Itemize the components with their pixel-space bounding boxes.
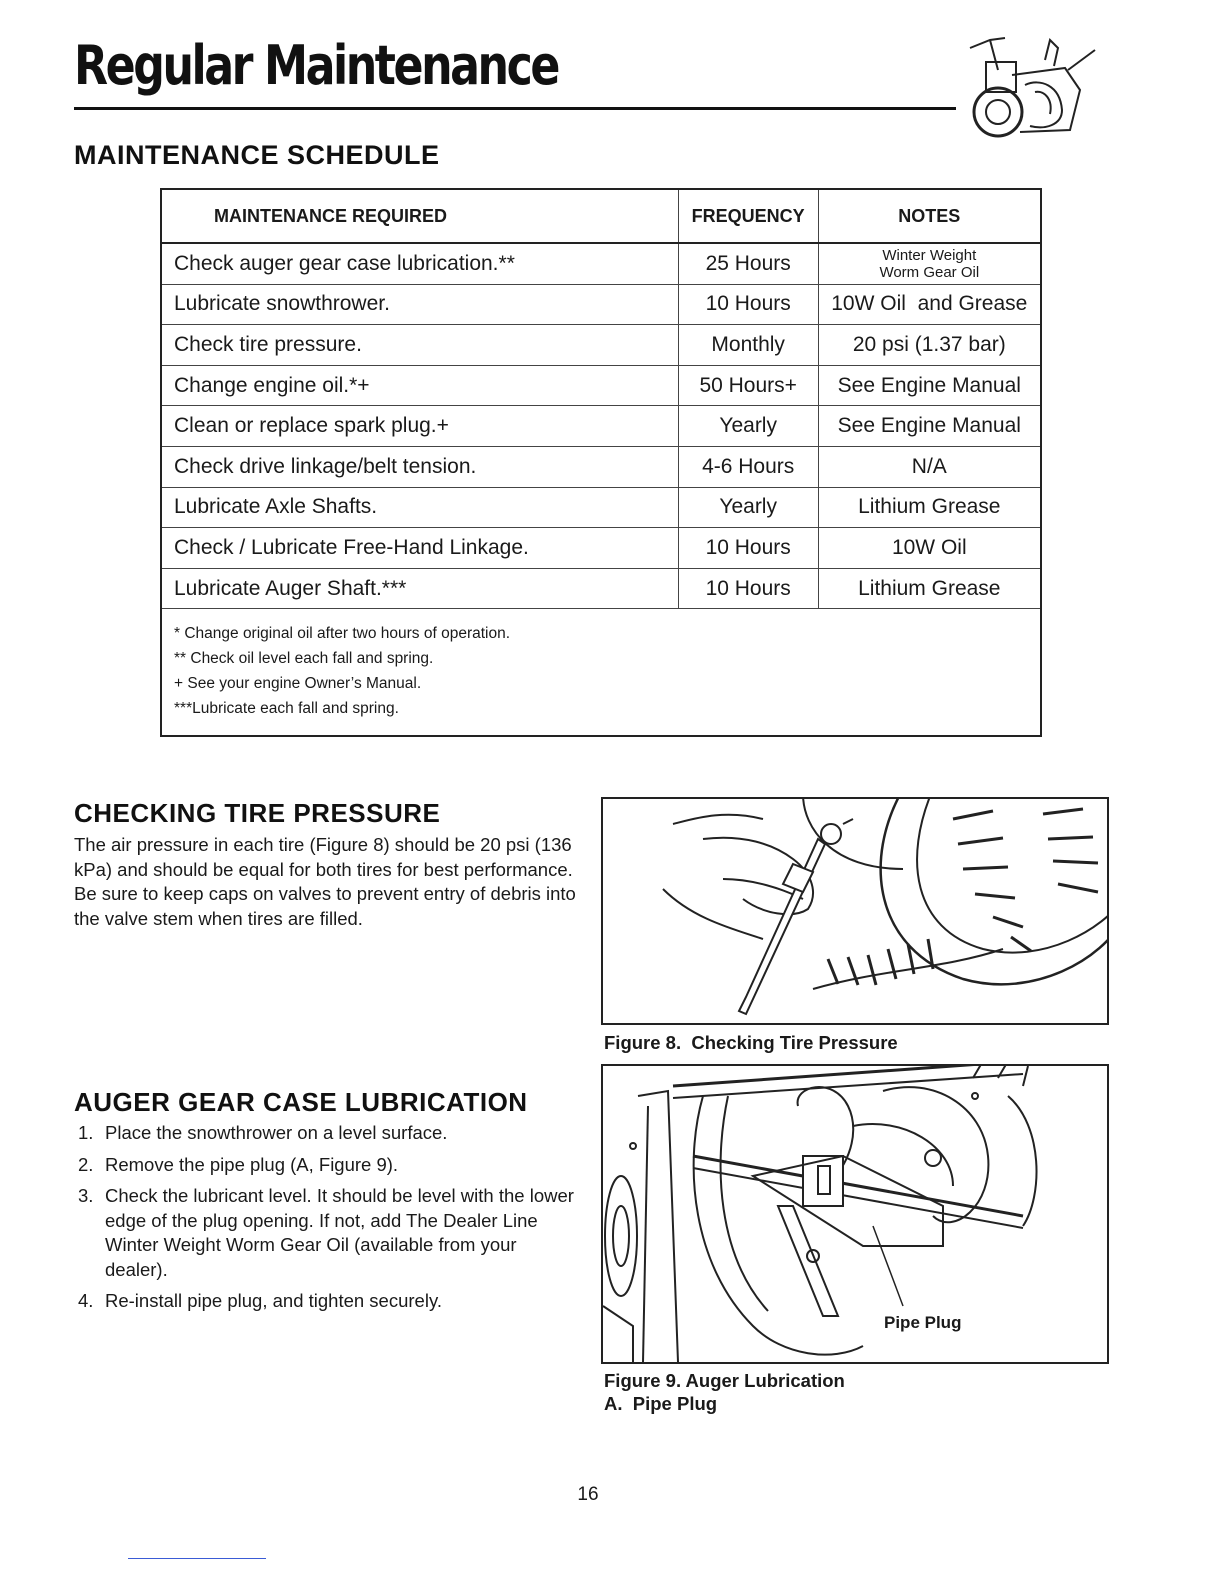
page-title: Regular Maintenance [74,34,558,97]
footnote: ***Lubricate each fall and spring. [174,700,399,718]
table-row [161,487,1041,528]
footnotes-row [161,609,1041,737]
frequency-cell: 25 Hours [678,243,818,284]
step-text: Remove the pipe plug (A, Figure 9). [105,1153,399,1175]
notes-cell: 10W Oil and Grease [818,284,1041,325]
notes-line: Winter Weight [882,246,977,264]
table-row [161,446,1041,487]
auger-lubrication-heading: AUGER GEAR CASE LUBRICATION [74,1087,528,1117]
snowthrower-illustration [950,30,1100,148]
table-header-row [161,189,1041,243]
column-header-notes: NOTES [818,189,1041,243]
figure-9-auger-lubrication [601,1064,1109,1364]
column-header-frequency: FREQUENCY [678,189,818,243]
auger-steps-list [74,1121,574,1321]
frequency-cell: 10 Hours [678,528,818,569]
table-row [161,568,1041,609]
frequency-cell: Monthly [678,325,818,366]
notes-line: Worm Gear Oil [879,263,980,281]
notes-cell: See Engine Manual [818,365,1041,406]
frequency-cell: 10 Hours [678,568,818,609]
step-number: 1. [78,1122,94,1143]
table-row [161,406,1041,447]
step-number: 3. [78,1185,94,1206]
task-cell: Lubricate Axle Shafts. [161,487,678,528]
maintenance-schedule-table [160,188,1042,737]
task-cell: Check auger gear case lubrication.** [161,243,678,284]
step-text: Re-install pipe plug, and tighten securely. [105,1290,442,1311]
maintenance-schedule-heading: MAINTENANCE SCHEDULE [74,140,440,170]
column-header-maintenance: MAINTENANCE REQUIRED [161,189,678,243]
auger-gearcase-illustration [603,1066,1107,1362]
task-cell: Check tire pressure. [161,325,678,366]
table-row [161,243,1041,284]
frequency-cell: Yearly [678,487,818,528]
list-item [74,1153,574,1178]
frequency-cell: 4-6 Hours [678,446,818,487]
step-text: Check the lubricant level. It should be level with the lower edge of the plug opening. If not, add The Dealer Line Winter Weight Worm Gear Oil (available from your dealer). [105,1185,574,1280]
step-number: 2. [78,1153,94,1175]
tire-gauge-illustration [603,799,1107,1023]
notes-cell: Lithium Grease [818,487,1041,528]
tire-pressure-heading: CHECKING TIRE PRESSURE [74,798,441,828]
task-cell: Check / Lubricate Free-Hand Linkage. [161,528,678,569]
notes-cell: 10W Oil [818,528,1041,569]
frequency-cell: 50 Hours+ [678,365,818,406]
table-row [161,365,1041,406]
frequency-cell: 10 Hours [678,284,818,325]
notes-cell: See Engine Manual [818,406,1041,447]
table-row [161,284,1041,325]
notes-cell: 20 psi (1.37 bar) [818,325,1041,366]
footnote: * Change original oil after two hours of operation. [174,625,511,643]
table-row [161,528,1041,569]
task-cell: Change engine oil.*+ [161,365,678,406]
table-row [161,325,1041,366]
task-cell: Check drive linkage/belt tension. [161,446,678,487]
page-number: 16 [577,1484,599,1505]
pipe-plug-label: Pipe Plug [884,1313,962,1332]
figure-8-caption: Figure 8. Checking Tire Pressure [604,1032,898,1053]
task-cell: Clean or replace spark plug.+ [161,406,678,447]
footnote: ** Check oil level each fall and spring. [174,650,434,668]
step-text: Place the snowthrower on a level surface. [105,1122,448,1143]
title-rule [74,107,956,110]
step-number: 4. [78,1290,94,1311]
list-item [74,1289,574,1314]
frequency-cell: Yearly [678,406,818,447]
tire-pressure-text: The air pressure in each tire (Figure 8) should be 20 psi (136 kPa) and should be equal for both tires for best performance. Be sure to keep caps on valves to prevent entry of debris into the valve stem when tires are filled. [74,834,576,929]
footnotes [161,609,1041,737]
list-item [74,1184,574,1282]
notes-cell: Lithium Grease [818,568,1041,609]
figure-8-tire-pressure [601,797,1109,1025]
figure-9-caption: Figure 9. Auger Lubrication [604,1370,845,1391]
notes-cell [818,243,1041,284]
footnote: + See your engine Owner’s Manual. [174,675,422,693]
figure-9-subcaption: A. Pipe Plug [604,1393,718,1414]
notes-cell: N/A [818,446,1041,487]
task-cell: Lubricate snowthrower. [161,284,678,325]
task-cell: Lubricate Auger Shaft.*** [161,568,678,609]
list-item [74,1121,574,1146]
footer-link-line [128,1558,266,1559]
